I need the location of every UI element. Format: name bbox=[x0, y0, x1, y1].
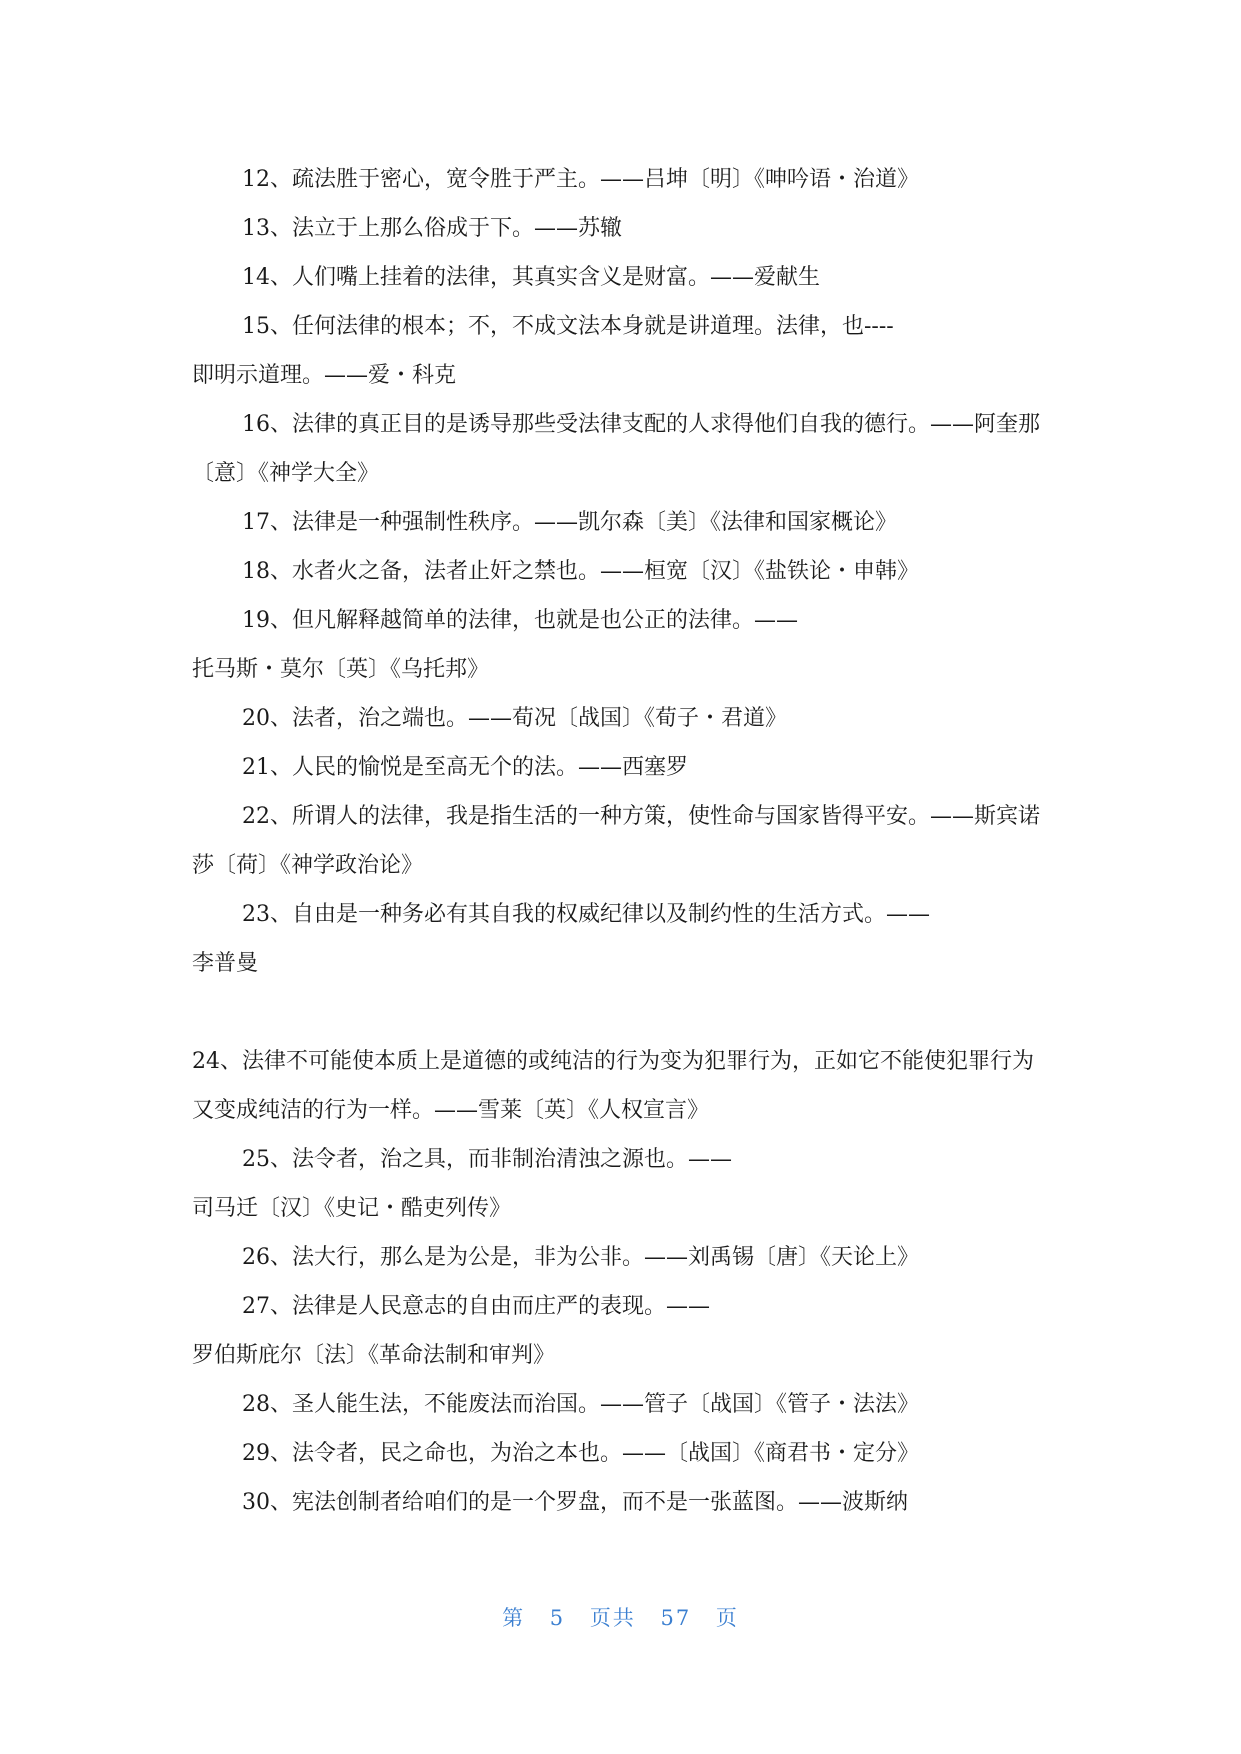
quote-paragraph: 29、法令者，民之命也，为治之本也。——〔战国〕《商君书・定分》 bbox=[242, 1441, 919, 1466]
quote-paragraph: 20、法者，治之端也。——荀况〔战国〕《荀子・君道》 bbox=[242, 706, 787, 731]
quote-paragraph: 16、法律的真正目的是诱导那些受法律支配的人求得他们自我的德行。——阿奎那〔意〕《神学大全》 bbox=[192, 412, 1040, 486]
quote-paragraph: 13、法立于上那么俗成于下。——苏辙 bbox=[242, 216, 622, 241]
quote-paragraph: 26、法大行，那么是为公是，非为公非。——刘禹锡〔唐〕《天论上》 bbox=[242, 1245, 919, 1270]
quote-paragraph: 14、人们嘴上挂着的法律，其真实含义是财富。——爱献生 bbox=[242, 265, 820, 290]
quote-paragraph: 21、人民的愉悦是至高无个的法。——西塞罗 bbox=[242, 755, 688, 780]
current-page-number: 5 bbox=[549, 1606, 566, 1630]
quote-paragraph: 17、法律是一种强制性秩序。——凯尔森〔美〕《法律和国家概论》 bbox=[242, 510, 897, 535]
quote-paragraph: 28、圣人能生法，不能废法而治国。——管子〔战国〕《管子・法法》 bbox=[242, 1392, 919, 1417]
quote-paragraph: 27、法律是人民意志的自由而庄严的表现。—— 罗伯斯庇尔〔法〕《革命法制和审判》 bbox=[192, 1294, 710, 1368]
quote-paragraph: 19、但凡解释越简单的法律，也就是也公正的法律。—— 托马斯・莫尔〔英〕《乌托邦》 bbox=[192, 608, 798, 682]
quote-paragraph: 18、水者火之备，法者止奸之禁也。——桓宽〔汉〕《盐铁论・申韩》 bbox=[242, 559, 919, 584]
quote-paragraph: 15、任何法律的根本；不，不成文法本身就是讲道理。法律，也---- 即明示道理。——爱・科克 bbox=[192, 314, 894, 388]
document-body bbox=[192, 155, 1052, 1527]
quote-paragraph: 25、法令者，治之具，而非制治清浊之源也。—— 司马迁〔汉〕《史记・酷吏列传》 bbox=[192, 1147, 732, 1221]
page-footer bbox=[0, 1602, 1241, 1632]
total-page-count: 57 bbox=[660, 1606, 692, 1630]
quote-paragraph: 22、所谓人的法律，我是指生活的一种方策，使性命与国家皆得平安。——斯宾诺莎〔荷〕《神学政治论》 bbox=[192, 804, 1040, 878]
quote-paragraph: 23、自由是一种务必有其自我的权威纪律以及制约性的生活方式。—— 李普曼 bbox=[192, 902, 930, 976]
quote-paragraph: 30、宪法创制者给咱们的是一个罗盘，而不是一张蓝图。——波斯纳 bbox=[242, 1490, 908, 1515]
footer-middle: 页共 bbox=[589, 1606, 636, 1630]
paragraph-gap bbox=[192, 988, 1052, 1037]
quote-paragraph: 12、疏法胜于密心，宽令胜于严主。——吕坤〔明〕《呻吟语・治道》 bbox=[242, 167, 919, 192]
footer-prefix: 第 bbox=[502, 1606, 526, 1630]
quote-paragraph: 24、法律不可能使本质上是道德的或纯洁的行为变为犯罪行为，正如它不能使犯罪行为又变成纯洁的行为一样。——雪莱〔英〕《人权宣言》 bbox=[192, 1049, 1034, 1123]
footer-suffix: 页 bbox=[715, 1606, 739, 1630]
